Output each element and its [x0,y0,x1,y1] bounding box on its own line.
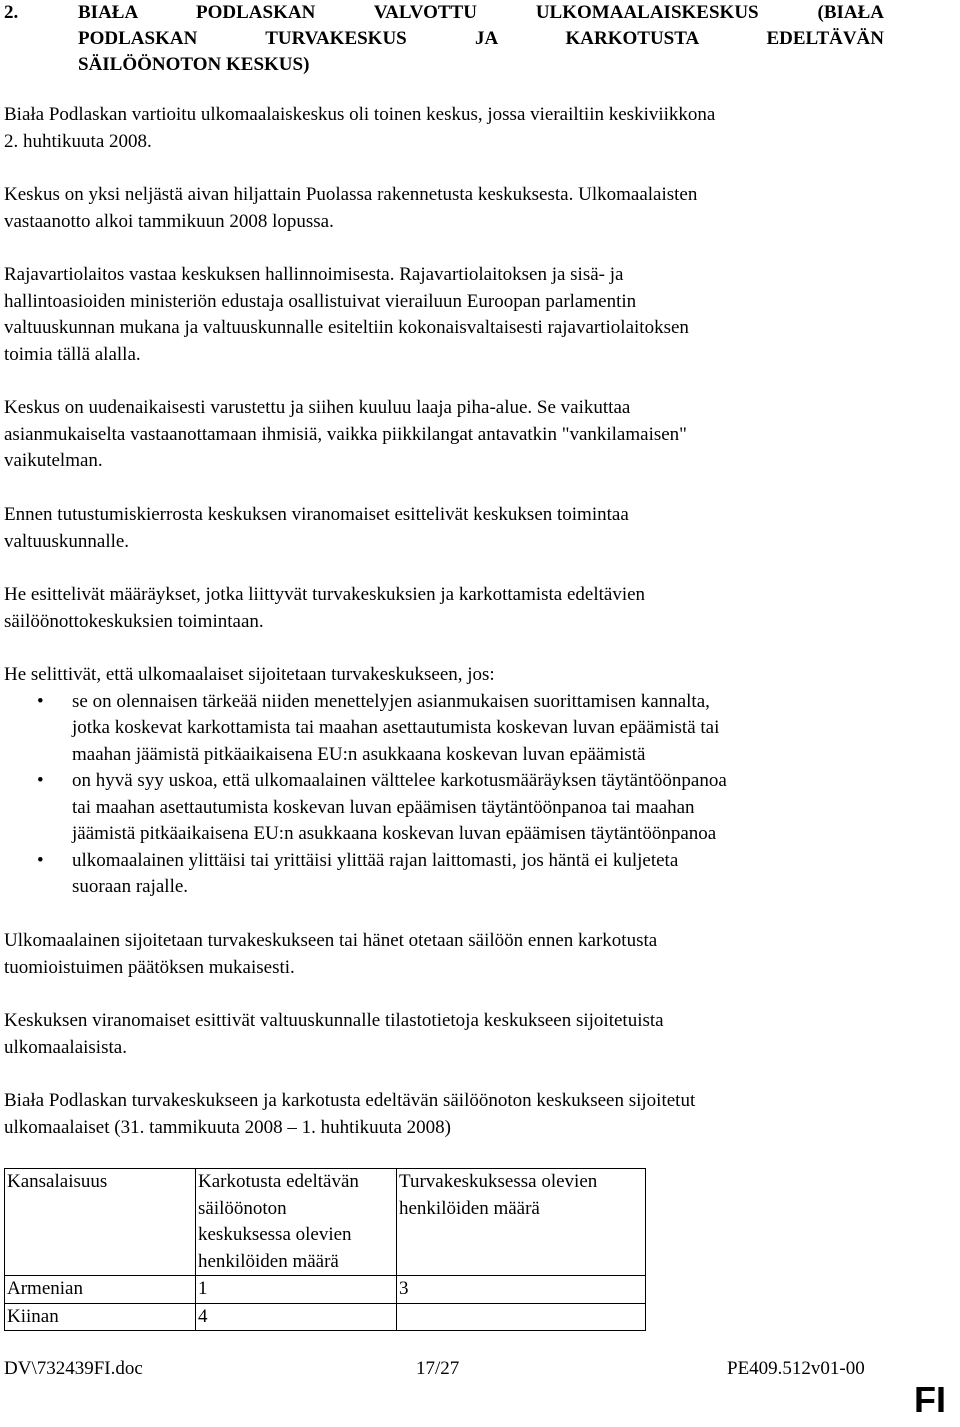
table-cell: 3 [397,1276,646,1304]
table-cell: 1 [196,1276,397,1304]
text-line: ulkomaalaisista. [4,1036,127,1058]
criteria-list [4,689,884,901]
header-line: keskuksessa olevien [198,1224,352,1245]
text-line: jäämistä pitkäaikaisena EU:n asukkaana koskevan luvan epäämisen täytäntöönpanoa [72,823,717,844]
list-item [4,848,884,901]
header-cell [397,1169,646,1276]
paragraph-centre [4,182,884,235]
footer-page-number: 17/27 [416,1358,460,1379]
paragraph-placement-criteria [4,662,884,901]
header-line: henkilöiden määrä [198,1250,339,1272]
text-line: säilöönottokeskuksien toimintaan. [4,610,264,632]
text-line: valtuuskunnan mukana ja valtuuskunnalle esiteltiin kokonaisvaltaisesti rajavartiolaitoksen [4,317,689,338]
table-header-row [5,1169,646,1276]
paragraph-border-guard [4,262,884,368]
paragraph-tour [4,502,884,555]
table-row [5,1303,646,1331]
heading-line: PODLASKAN TURVAKESKUS JA KARKOTUSTA EDELTÄVÄN [78,28,884,49]
bullet: • [37,849,44,871]
bullet: • [37,690,44,712]
section-number: 2. [4,2,19,23]
header-line: Karkotusta edeltävän [198,1171,359,1192]
table-row [5,1276,646,1304]
table-caption [4,1088,884,1141]
text-line: Keskus on yksi neljästä aivan hiljattain Puolassa rakennetusta keskuksesta. Ulkomaalaisten [4,184,698,205]
header-line: Turvakeskuksessa olevien [399,1171,598,1192]
statistics-table [4,1168,646,1331]
header-cell [5,1169,196,1276]
text-line: He esittelivät määräykset, jotka liittyvät turvakeskuksien ja karkottamista edeltävien [4,584,646,605]
text-line: toimia tällä alalla. [4,343,141,365]
bullet: • [37,770,44,791]
language-code: FI [914,1379,946,1420]
heading-line: BIAŁA PODLASKAN VALVOTTU ULKOMAALAISKESKUS (BIAŁA [78,2,884,23]
text-line: vaikutelman. [4,450,103,471]
header-line: Kansalaisuus [7,1171,108,1192]
list-item [4,689,884,769]
table-cell: 4 [196,1303,397,1331]
text-line: Biała Podlaskan vartioitu ulkomaalaiskeskus oli toinen keskus, jossa vierailtiin keskiviikkona [4,104,716,125]
text-line: Biała Podlaskan turvakeskukseen ja karkotusta edeltävän säilöönoton keskukseen sijoitetut [4,1090,696,1111]
text-line: ulkomaalaiset (31. tammikuuta 2008 – 1. huhtikuuta 2008) [4,1116,451,1138]
text-line: Keskuksen viranomaiset esittivät valtuuskunnalle tilastotietoja keskukseen sijoitetuista [4,1010,664,1031]
text-line: on hyvä syy uskoa, että ulkomaalainen välttelee karkotusmääräyksen täytäntöönpanoa [72,770,727,791]
paragraph-visit [4,102,884,155]
text-line: 2. huhtikuuta 2008. [4,130,152,152]
header-cell [196,1169,397,1276]
text-line: jotka koskevat karkottamista tai maahan asettautumista koskevan luvan epäämistä tai [72,717,720,738]
text-line: ulkomaalainen ylittäisi tai yrittäisi ylittää rajan laittomasti, jos häntä ei kuljeteta [72,849,679,871]
text-line: Ennen tutustumiskierrosta keskuksen viranomaiset esittelivät keskuksen toimintaa [4,504,629,525]
footer-pe-ref: PE409.512v01-00 [727,1358,865,1379]
text-line: Keskus on uudenaikaisesti varustettu ja siihen kuuluu laaja piha-alue. Se vaikuttaa [4,397,631,418]
table-cell: Armenian [5,1276,196,1304]
header-line: henkilöiden määrä [399,1197,540,1219]
text-line: tai maahan asettautumista koskevan luvan epäämisen täytäntöönpanoa tai maahan [72,796,695,818]
text-line: suoraan rajalle. [72,876,189,897]
paragraph-regulations [4,582,884,635]
text-line: tuomioistuimen päätöksen mukaisesti. [4,956,295,978]
text-line: Rajavartiolaitos vastaa keskuksen hallinnoimisesta. Rajavartiolaitoksen ja sisä- ja [4,264,624,285]
paragraph-court-decision [4,928,884,981]
footer-doc-ref: DV\732439FI.doc [4,1358,143,1379]
text-line: Ulkomaalainen sijoitetaan turvakeskukseen tai hänet otetaan säilöön ennen karkotusta [4,930,658,951]
paragraph-equipment [4,395,884,475]
paragraph-statistics [4,1008,884,1061]
table-cell [397,1303,646,1331]
section-heading [4,0,884,78]
text-line: asianmukaiselta vastaanottamaan ihmisiä, vaikka piikkilangat antavatkin "vankilamaisen" [4,423,687,445]
text-line: se on olennaisen tärkeää niiden menettelyjen asianmukaisen suorittamisen kannalta, [72,690,710,712]
text-line: vastaanotto alkoi tammikuun 2008 lopussa. [4,210,334,232]
text-line: maahan jäämistä pitkäaikaisena EU:n asukkaana koskevan luvan epäämistä [72,743,646,765]
header-line: säilöönoton [198,1197,287,1219]
text-line: valtuuskunnalle. [4,530,130,552]
heading-line: SÄILÖÖNOTON KESKUS) [78,54,310,75]
list-item [4,768,884,848]
table-cell: Kiinan [5,1303,196,1331]
text-line: He selittivät, että ulkomaalaiset sijoitetaan turvakeskukseen, jos: [4,664,495,685]
text-line: hallintoasioiden ministeriön edustaja osallistuivat vierailuun Euroopan parlamentin [4,290,637,312]
